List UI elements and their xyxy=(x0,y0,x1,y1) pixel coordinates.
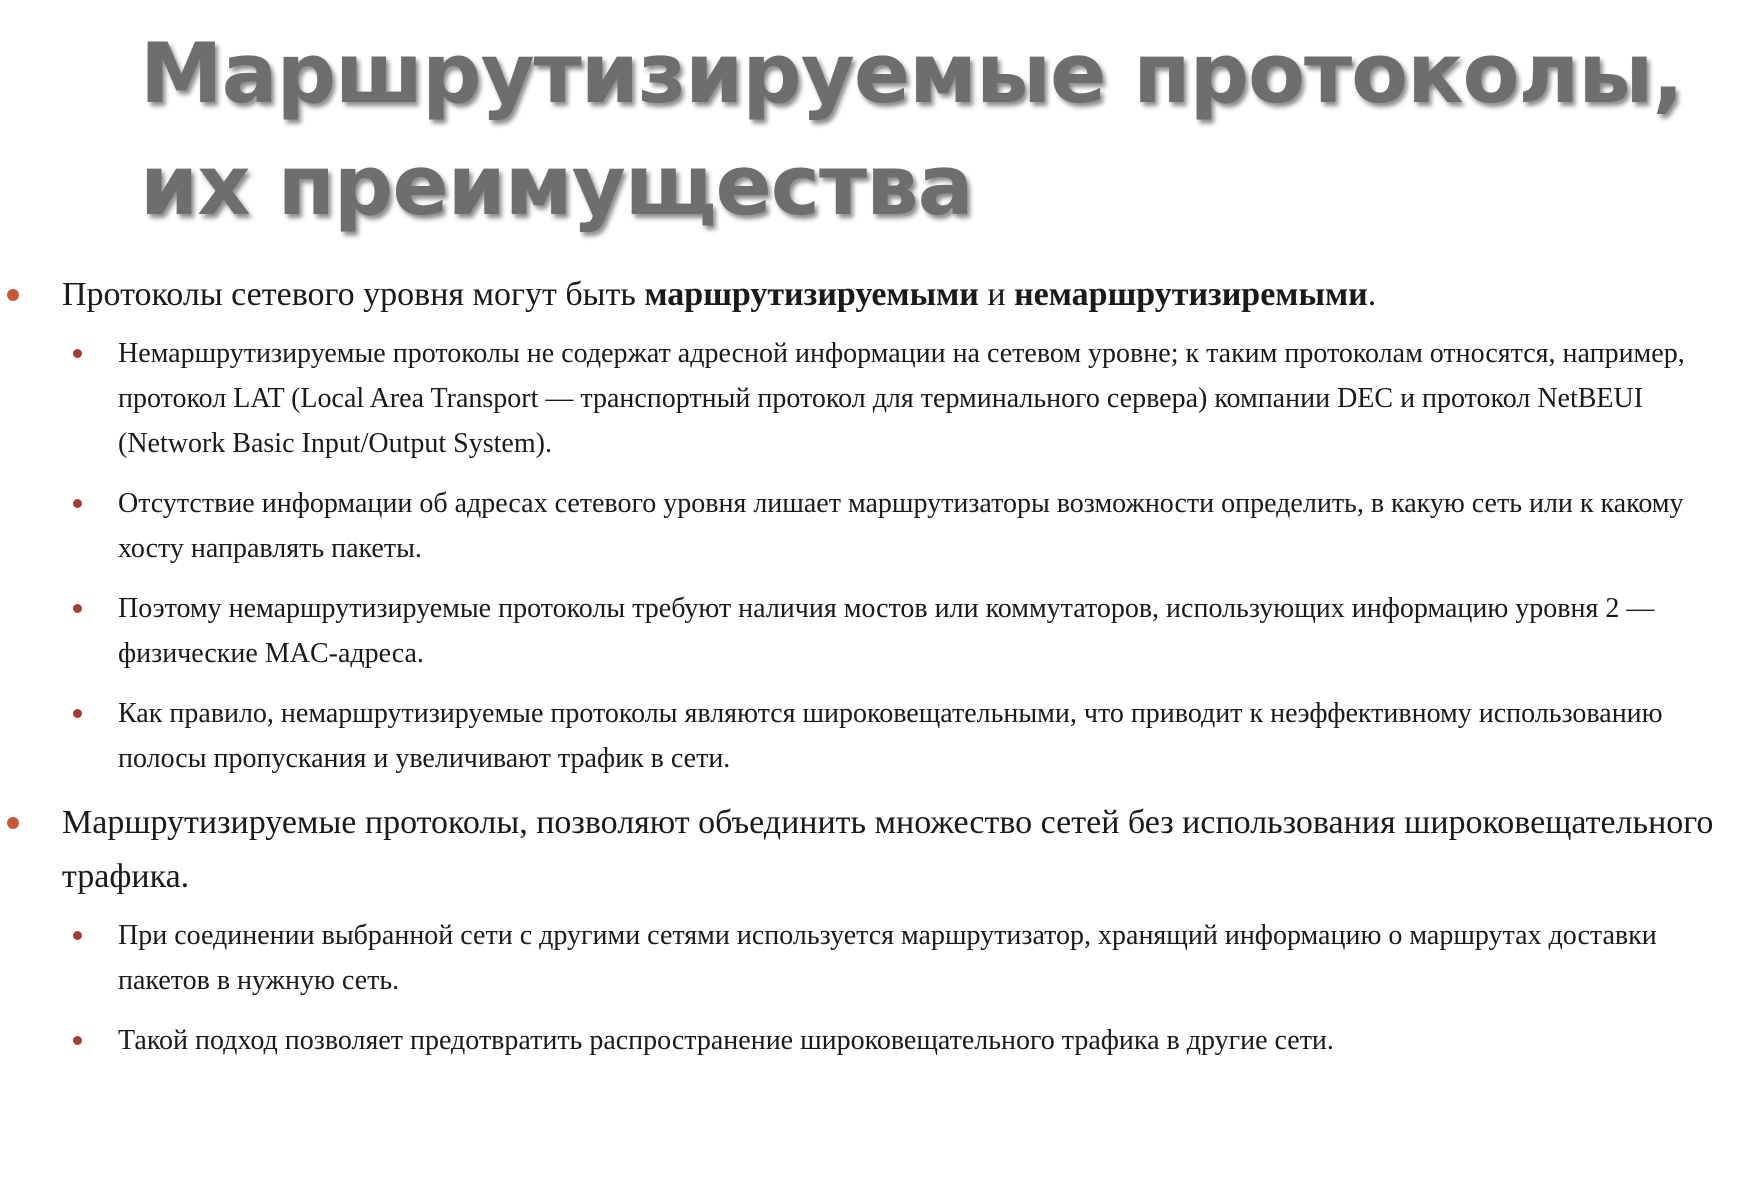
bullet-text: Протоколы сетевого уровня могут быть xyxy=(62,276,645,313)
slide-title: Маршрутизируемые протоколы, их преимущества xyxy=(140,25,1683,234)
bullet-text: Такой подход позволяет предотвратить распространение широковещательного трафика в другие сети. xyxy=(118,1025,1334,1056)
bullet-dot-icon xyxy=(73,1036,82,1045)
bullet-level2-item xyxy=(0,586,1720,676)
bullet-dot-icon xyxy=(73,349,82,358)
bullet-bold-term-routable: маршрутизируемыми xyxy=(644,276,979,313)
bullet-dot-icon xyxy=(73,604,82,613)
bullet-dot-icon xyxy=(73,931,82,940)
bullet-level2-item xyxy=(0,1018,1720,1063)
bullet-text: и xyxy=(978,276,1015,313)
bullet-level2-item xyxy=(0,691,1720,781)
bullet-dot-icon xyxy=(7,289,19,301)
bullet-text: Немаршрутизируемые протоколы не содержат адресной информации на сетевом уровне; к таким протоколам относятся, например, протокол LAT (Local Area Transport — транспортный протокол для терминального сервера) компании DEC и протокол NetBEUI (Network Basic Input/Output System). xyxy=(118,338,1685,459)
bullet-text: . xyxy=(1367,276,1377,313)
bullet-text: Поэтому немаршрутизируемые протоколы требуют наличия мостов или коммутаторов, использующих информацию уровня 2 — физические MAC-адреса. xyxy=(118,593,1655,669)
bullet-dot-icon xyxy=(73,709,82,718)
bullet-text: Отсутствие информации об адресах сетевого уровня лишает маршрутизаторы возможности определить, в какую сеть или к какому хосту направлять пакеты. xyxy=(118,488,1684,564)
bullet-level1-routable-protocols xyxy=(0,796,1720,904)
bullet-bold-term-nonroutable: немаршрутизиремыми xyxy=(1014,276,1368,313)
bullet-level1-network-protocols xyxy=(0,268,1720,322)
bullet-text: При соединении выбранной сети с другими сетями используется маршрутизатор, хранящий информацию о маршрутах доставки пакетов в нужную сеть. xyxy=(118,920,1657,996)
bullet-level2-item xyxy=(0,481,1720,571)
bullet-text: Маршрутизируемые протоколы, позволяют объединить множество сетей без использования широковещательного трафика. xyxy=(62,804,1714,895)
bullet-list xyxy=(0,268,1720,1078)
bullet-text: Как правило, немаршрутизируемые протоколы являются широковещательными, что приводит к неэффективному использованию полосы пропускания и увеличивают трафик в сети. xyxy=(118,698,1663,774)
bullet-dot-icon xyxy=(73,499,82,508)
bullet-level2-item xyxy=(0,913,1720,1003)
bullet-level2-item xyxy=(0,331,1720,466)
bullet-dot-icon xyxy=(7,817,19,829)
